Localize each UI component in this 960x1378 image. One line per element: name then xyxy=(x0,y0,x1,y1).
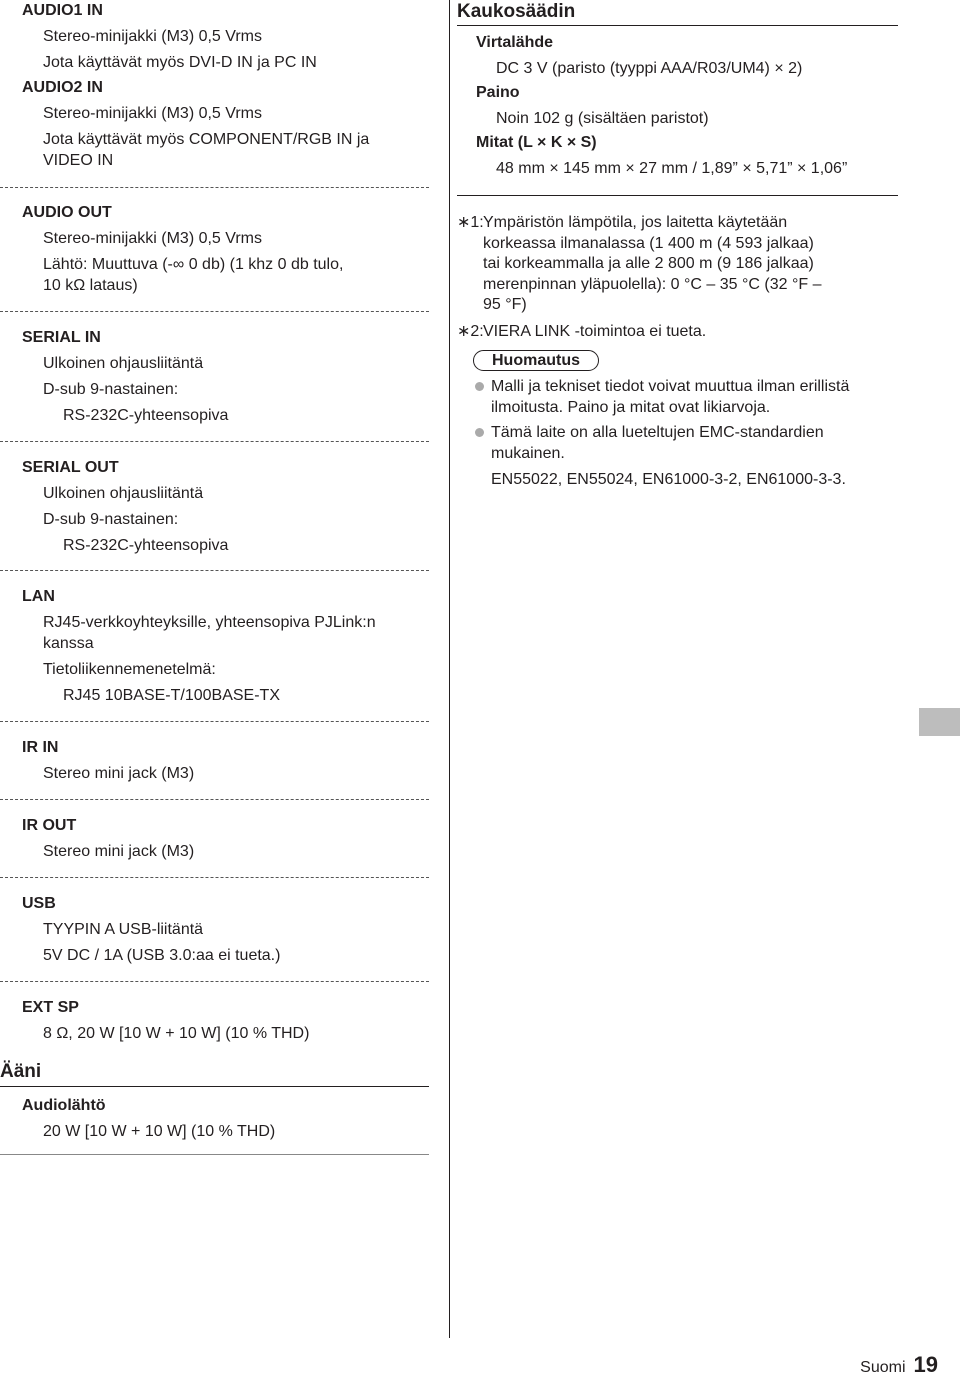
divider xyxy=(0,187,429,188)
footnote-1-line: korkeassa ilmanalassa (1 400 m (4 593 jalkaa) xyxy=(483,234,814,252)
footnote-1-line: tai korkeammalla ja alle 2 800 m (9 186 jalkaa) xyxy=(483,255,814,272)
footnote-1-mark: ∗1: xyxy=(457,214,484,231)
remote-bottom-rule xyxy=(457,195,898,196)
lan-line: Tietoliikennemenetelmä: xyxy=(43,661,216,678)
serial-out-title: SERIAL OUT xyxy=(22,459,119,476)
audio2-section xyxy=(22,77,429,171)
ir-out-section xyxy=(22,815,429,862)
audio1-title: AUDIO1 IN xyxy=(22,2,103,19)
serial-out-sub: RS-232C-yhteensopiva xyxy=(63,537,229,554)
aani-section xyxy=(0,1060,429,1155)
divider xyxy=(0,570,429,571)
footnote-2 xyxy=(457,322,898,343)
divider xyxy=(0,721,429,722)
ir-out-title: IR OUT xyxy=(22,817,77,834)
audio1-line: Stereo-minijakki (M3) 0,5 Vrms xyxy=(43,28,263,45)
lan-line: RJ45-verkkoyhteyksille, yhteensopiva PJLink:n xyxy=(43,614,376,631)
divider xyxy=(0,441,429,442)
divider xyxy=(0,799,429,800)
audio-out-line: Stereo-minijakki (M3) 0,5 Vrms xyxy=(43,230,263,247)
remark-badge: Huomautus xyxy=(473,350,599,371)
aani-rule xyxy=(0,1086,429,1087)
remark-line: EN55022, EN55024, EN61000-3-2, EN61000-3-3. xyxy=(491,471,846,488)
footnote-1-line: 95 °F) xyxy=(483,296,527,313)
footnote-1-line: merenpinnan yläpuolella): 0 °C – 35 °C (32 °F – xyxy=(483,275,822,293)
divider xyxy=(0,311,429,312)
audio-out-section xyxy=(22,202,429,296)
audio2-line: VIDEO IN xyxy=(43,152,114,169)
audio-out-line: Lähtö: Muuttuva (-∞ 0 db) (1 khz 0 db tulo, xyxy=(43,256,344,273)
dims-title: Mitat (L × K × S) xyxy=(476,134,597,151)
serial-out-line: D-sub 9-nastainen: xyxy=(43,511,179,528)
left-column xyxy=(0,0,429,1155)
footnote-2-line: VIERA LINK -toimintoa ei tueta. xyxy=(483,322,707,340)
serial-in-line: D-sub 9-nastainen: xyxy=(43,381,179,398)
audio1-line: Jota käyttävät myös DVI-D IN ja PC IN xyxy=(43,54,317,71)
remark-line: ilmoitusta. Paino ja mitat ovat likiarvoja. xyxy=(491,399,771,416)
serial-out-section xyxy=(22,457,429,556)
ir-out-line: Stereo mini jack (M3) xyxy=(43,843,195,860)
serial-in-title: SERIAL IN xyxy=(22,329,101,346)
remote-rule xyxy=(457,25,898,26)
audio-out-title: AUDIO OUT xyxy=(22,204,112,221)
bullet-dot-icon xyxy=(475,382,484,391)
footnote-1 xyxy=(457,213,898,316)
serial-in-line: Ulkoinen ohjausliitäntä xyxy=(43,355,204,372)
remark-line: Malli ja tekniset tiedot voivat muuttua ilman erillistä xyxy=(491,378,850,395)
ir-in-section xyxy=(22,737,429,784)
usb-line: 5V DC / 1A (USB 3.0:aa ei tueta.) xyxy=(43,947,281,964)
lan-sub: RJ45 10BASE-T/100BASE-TX xyxy=(63,687,280,704)
remote-heading: Kaukosäädin xyxy=(457,1,576,22)
right-column xyxy=(457,0,898,490)
usb-section xyxy=(22,893,429,966)
divider xyxy=(0,981,429,982)
bullet-dot-icon xyxy=(475,428,484,437)
usb-title: USB xyxy=(22,895,56,912)
serial-out-line: Ulkoinen ohjausliitäntä xyxy=(43,485,204,502)
section-thumb-tab xyxy=(919,708,960,736)
ir-in-title: IR IN xyxy=(22,739,59,756)
ext-sp-line: 8 Ω, 20 W [10 W + 10 W] (10 % THD) xyxy=(43,1025,310,1042)
footer-language: Suomi xyxy=(860,1359,906,1376)
usb-line: TYYPIN A USB-liitäntä xyxy=(43,921,204,938)
remark-line: Tämä laite on alla lueteltujen EMC-standardien xyxy=(491,424,824,441)
aani-heading: Ääni xyxy=(0,1061,42,1082)
dims-value: 48 mm × 145 mm × 27 mm / 1,89” × 5,71” × 1,06” xyxy=(496,160,848,177)
audiolahto-line: 20 W [10 W + 10 W] (10 % THD) xyxy=(43,1123,276,1140)
footnote-2-mark: ∗2: xyxy=(457,322,484,340)
aani-bottom-rule xyxy=(0,1154,429,1155)
audio2-title: AUDIO2 IN xyxy=(22,79,103,96)
divider xyxy=(0,877,429,878)
remark-line: mukainen. xyxy=(491,445,565,462)
page-number: 19 xyxy=(913,1352,938,1377)
lan-section xyxy=(22,586,429,706)
ext-sp-title: EXT SP xyxy=(22,999,79,1016)
audio2-line: Jota käyttävät myös COMPONENT/RGB IN ja xyxy=(43,131,370,148)
ir-in-line: Stereo mini jack (M3) xyxy=(43,765,195,782)
remark-bullet xyxy=(472,376,898,418)
audiolahto-title: Audiolähtö xyxy=(22,1097,106,1114)
serial-in-sub: RS-232C-yhteensopiva xyxy=(63,407,229,424)
power-title: Virtalähde xyxy=(476,34,554,51)
lan-title: LAN xyxy=(22,588,55,605)
column-divider xyxy=(449,0,450,1338)
audio2-line: Stereo-minijakki (M3) 0,5 Vrms xyxy=(43,105,263,122)
power-value: DC 3 V (paristo (tyyppi AAA/R03/UM4) × 2) xyxy=(496,60,803,77)
footnote-1-line: Ympäristön lämpötila, jos laitetta käytetään xyxy=(483,214,788,231)
remark-bullet xyxy=(472,422,898,490)
audio-out-line: 10 kΩ lataus) xyxy=(43,277,138,294)
remark-badge-wrap xyxy=(473,350,898,371)
weight-title: Paino xyxy=(476,84,520,101)
lan-line: kanssa xyxy=(43,635,94,652)
weight-value: Noin 102 g (sisältäen paristot) xyxy=(496,110,709,127)
serial-in-section xyxy=(22,327,429,426)
audio1-section xyxy=(22,0,429,73)
ext-sp-section xyxy=(22,997,429,1044)
page-footer xyxy=(860,1352,938,1378)
